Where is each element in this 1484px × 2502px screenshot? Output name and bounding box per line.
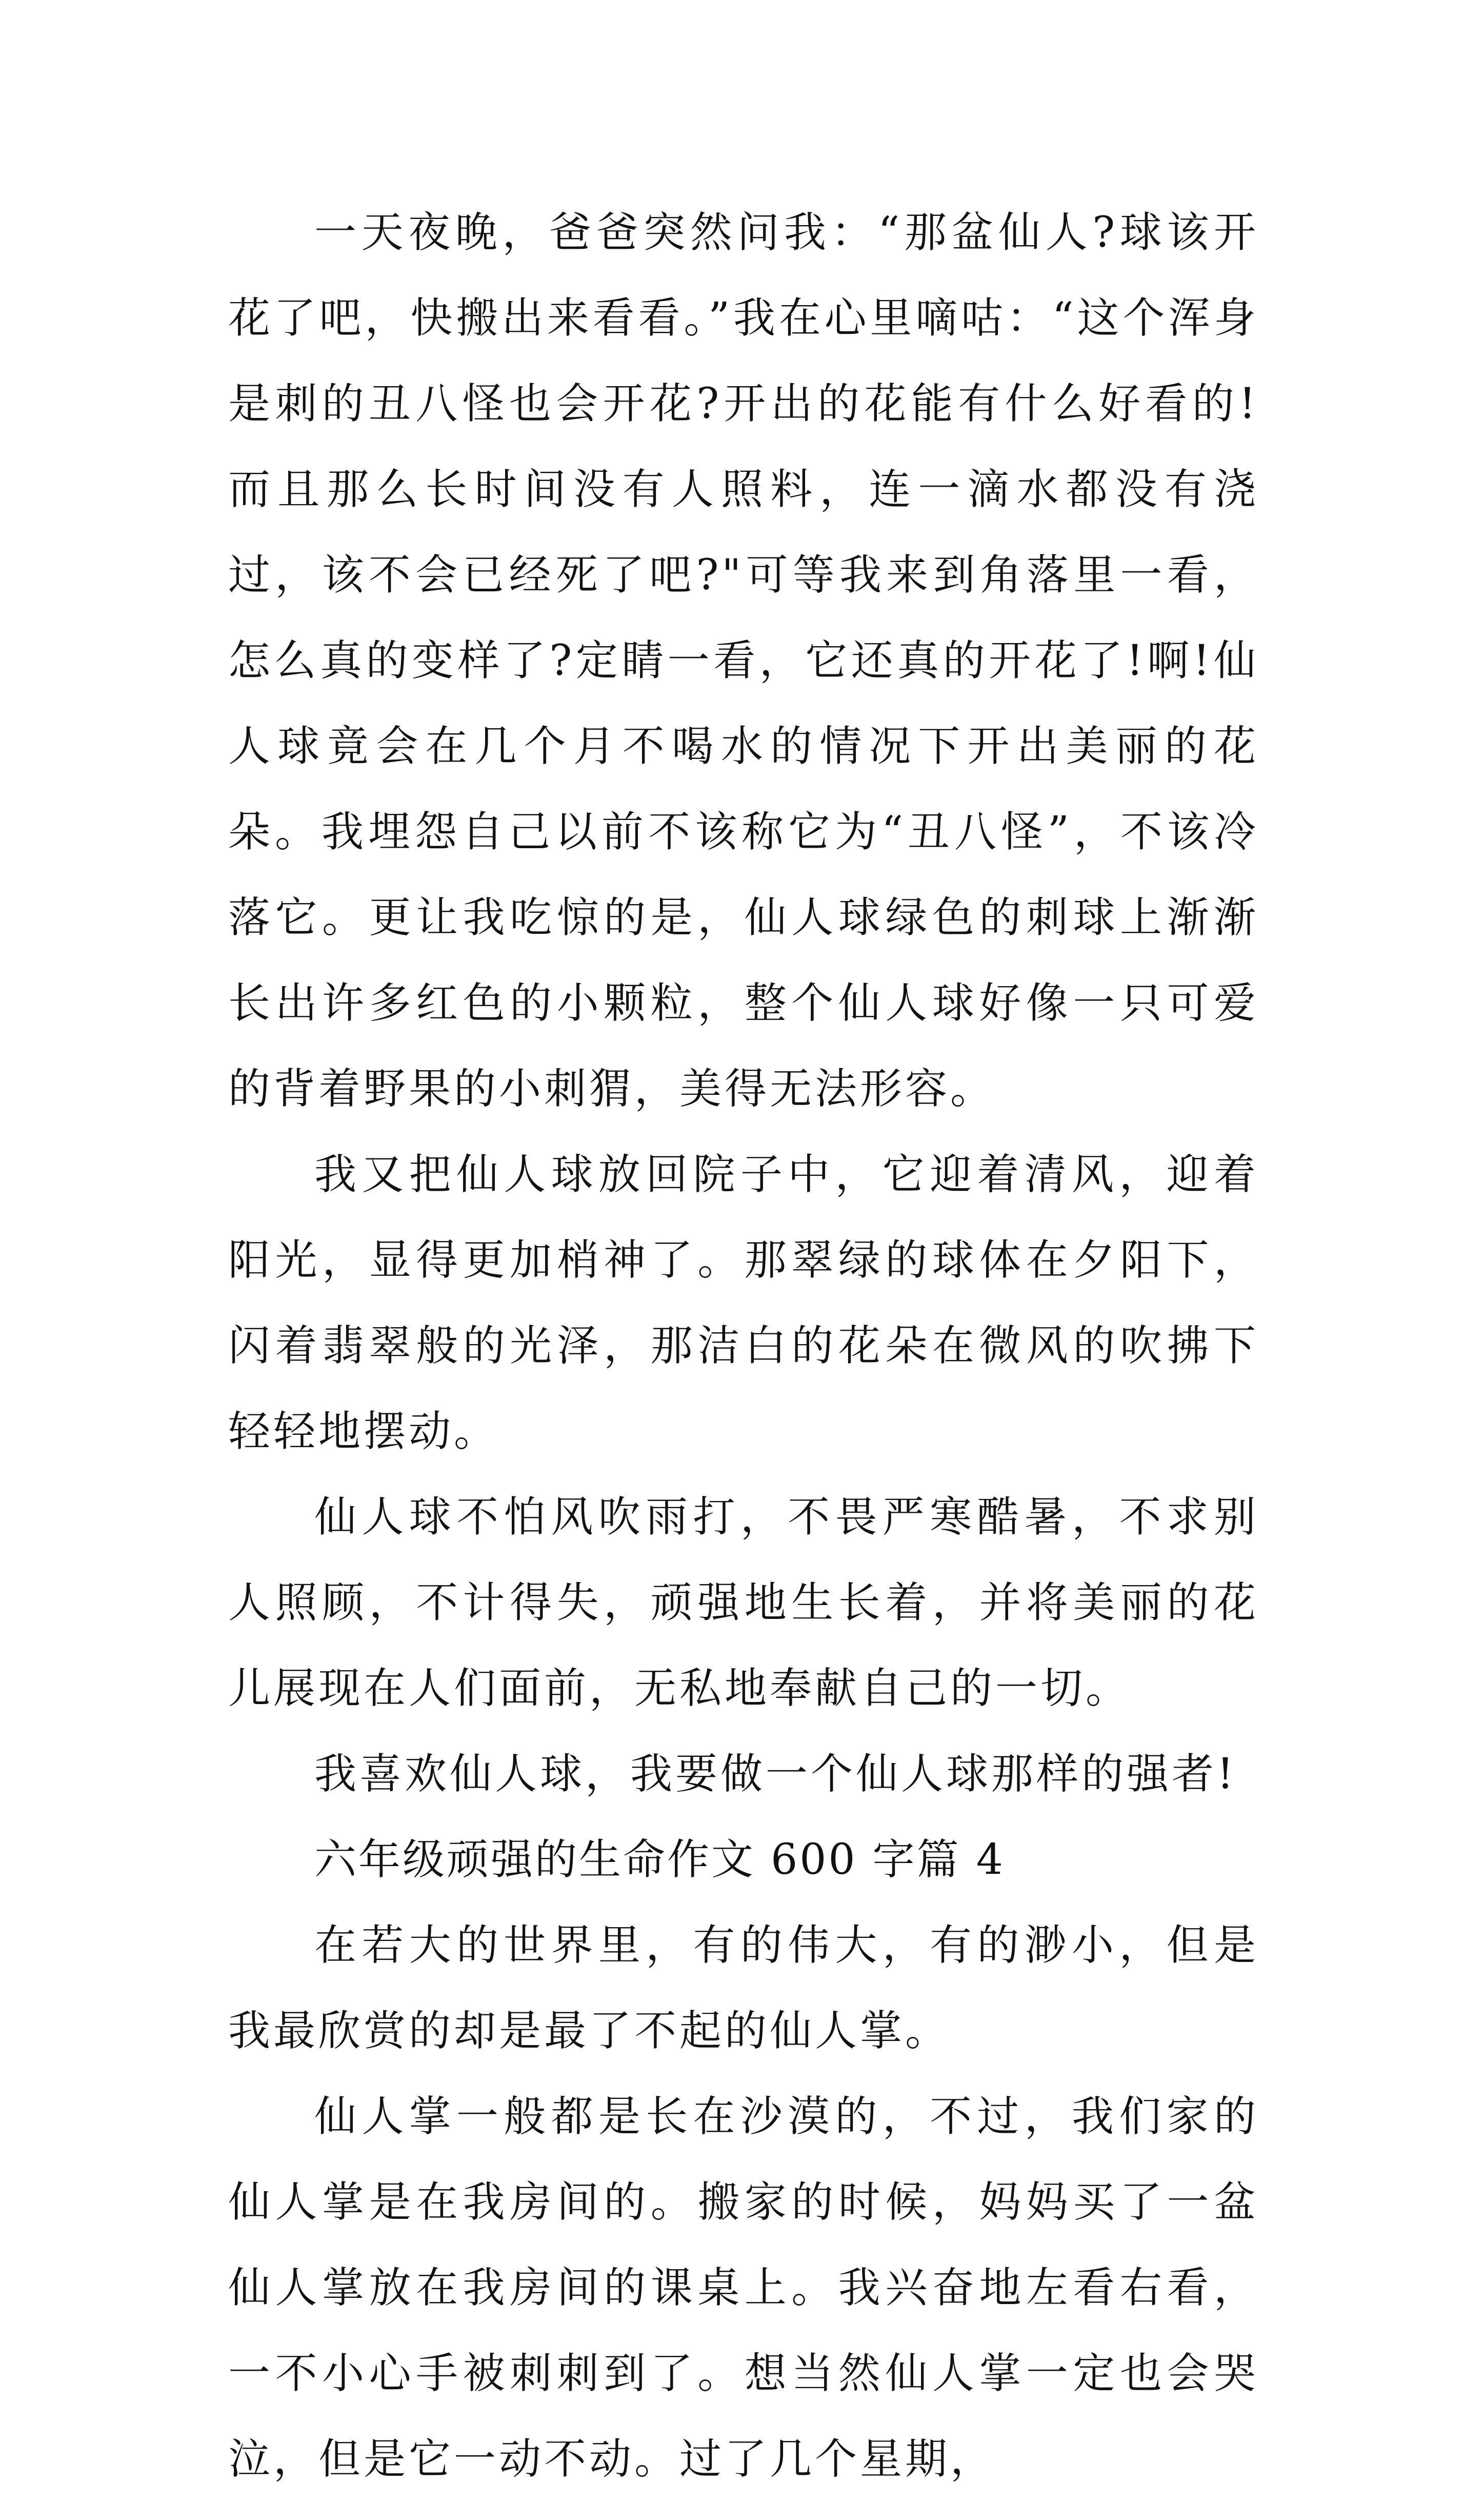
- paragraph-4: 我喜欢仙人球，我要做一个仙人球那样的强者!: [314, 1750, 1237, 1798]
- paragraph-3: 仙人球不怕风吹雨打，不畏严寒酷暑，不求别人照顾，不计得失，顽强地生长着，并将美丽的花儿展现在人们面前，无私地奉献自己的一切。: [228, 1493, 1259, 1713]
- paragraph-6: 仙人掌一般都是长在沙漠的，不过，我们家的仙人掌是在我房间的。搬家的时候，妈妈买了一盆仙人掌放在我房间的课桌上。我兴奋地左看右看，一不小心手被刺刺到了。想当然仙人掌一定也会哭泣，但是它一动不动。过了几个星期，: [228, 2092, 1259, 2484]
- section-heading: 六年级顽强的生命作文 600 字篇 4: [314, 1835, 1005, 1884]
- paragraph-5: 在若大的世界里，有的伟大，有的渺小，但是我最欣赏的却是最了不起的仙人掌。: [228, 1921, 1259, 2055]
- document-body: [228, 190, 1259, 2502]
- paragraph-2: 我又把仙人球放回院子中，它迎着清风，迎着阳光，显得更加梢神了。那翠绿的球体在夕阳下，闪着翡翠般的光泽，那洁白的花朵在微风的吹拂下轻轻地摆动。: [228, 1150, 1259, 1456]
- paragraph-1: 一天夜晚，爸爸突然问我：“那盆仙人?球该开花了吧，快搬出来看看。”我在心里嘀咕：“这个浑身是刺的丑八怪也会开花?开出的花能有什么好看的!而且那么长时间没有人照料，连一滴水都没有浇过，该不会已经死了吧?"可等我来到角落里一看，怎么真的变样了?定睛一看，它还真的开花了!啊!仙人球竟会在几个月不喝水的情况下开出美丽的花朵。我埋怨自己以前不该称它为“丑八怪”，不该冷落它。更让我吃惊的是，仙人球绿色的刺球上渐渐长出许多红色的小颗粒，整个仙人球好像一只可爱的背着野果的小刺猬，美得无法形容。: [228, 208, 1259, 1113]
